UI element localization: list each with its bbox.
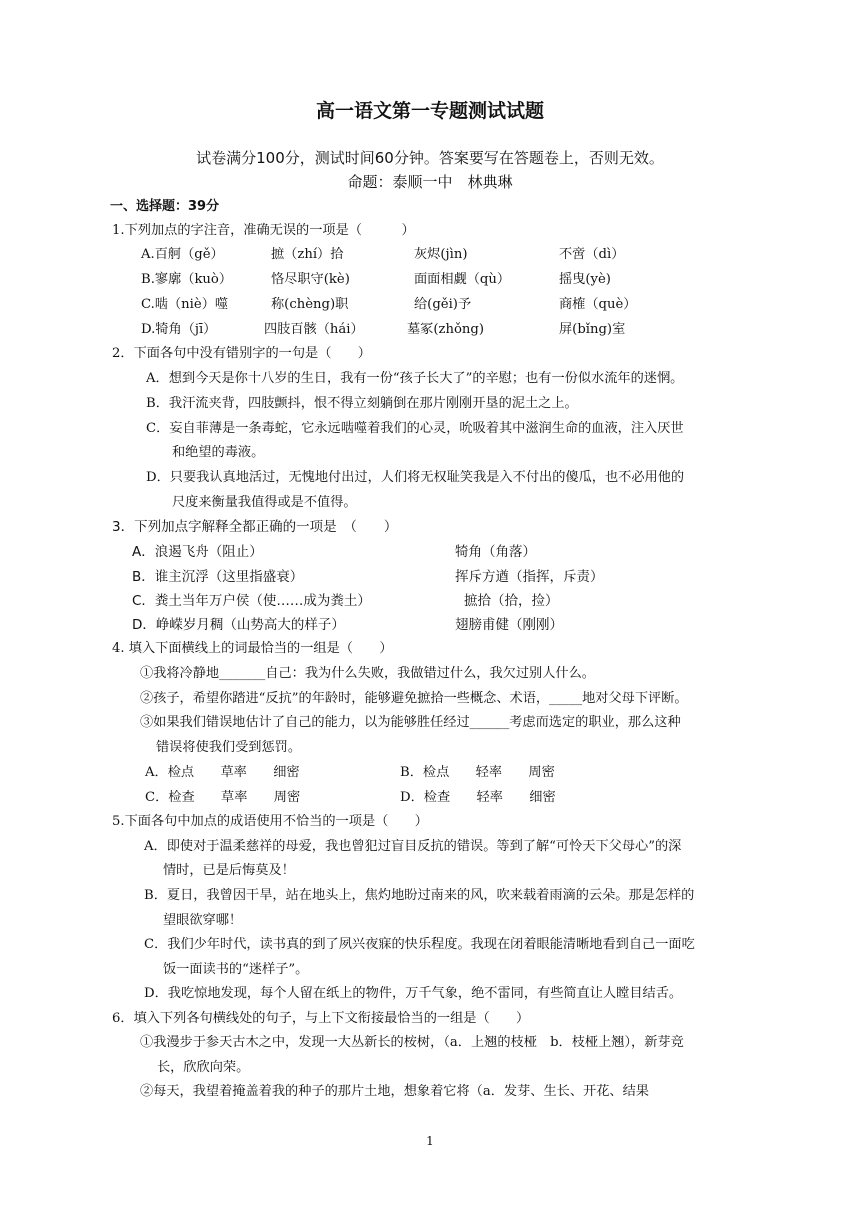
q3-cell: 犄角（角落） xyxy=(455,544,536,560)
q1-cell: 摭（zhí）拾 xyxy=(271,247,344,262)
q1-cell: 墓冢(zhǒng) xyxy=(407,322,484,337)
q1-cell: 恪尽职守(kè) xyxy=(271,272,350,287)
q5-line: 望眼欲穿哪！ xyxy=(163,913,243,928)
q4-option: C．检查 草率 周密 xyxy=(145,790,301,805)
q2-line: C．妄自菲薄是一条毒蛇，它永远啮噬着我们的心灵，吮吸着其中滋润生命的血液，注入厌世 xyxy=(146,421,684,436)
q1-cell: C.啮（niè）噬 xyxy=(141,297,229,312)
q4-line: ②孩子，希望你踏进“反抗”的年龄时，能够避免摭拾一些概念、术语，_____地对父母下评断。 xyxy=(140,691,688,706)
section-heading: 一、选择题：39分 xyxy=(110,199,220,214)
page-number: 1 xyxy=(426,1134,434,1148)
q4-line: ①我将冷静地_______自己：我为什么失败，我做错过什么，我欠过别人什么。 xyxy=(140,666,595,681)
q1-cell: 屏(bǐng)室 xyxy=(559,322,626,337)
q3-cell: D．峥嵘岁月稠（山势高大的样子） xyxy=(132,617,345,633)
q2-line: 和绝望的毒液。 xyxy=(172,445,265,460)
q4-option: B．检点 轻率 周密 xyxy=(400,765,555,780)
q1-cell: 商榷（què） xyxy=(559,297,637,312)
q1-cell: D.犄角（jī） xyxy=(141,322,217,337)
q2-line: D．只要我认真地活过，无愧地付出过，人们将无权耻笑我是入不付出的傻瓜，也不必用他的 xyxy=(146,470,685,485)
q1-cell: 称(chèng)职 xyxy=(271,297,349,312)
q1-cell: 不啻（dì） xyxy=(559,247,625,262)
q1-cell: 给(gěi)予 xyxy=(414,297,472,312)
q1-cell: 摇曳(yè) xyxy=(559,272,611,287)
q5-line: D．我吃惊地发现，每个人留在纸上的物件，万千气象，绝不雷同，有些简直让人瞠目结舌。 xyxy=(144,986,683,1001)
q2-line: 尺度来衡量我值得或是不值得。 xyxy=(172,495,357,510)
author-line: 命题：泰顺一中 林典琳 xyxy=(347,173,513,191)
q6-line: 长，欣欣向荣。 xyxy=(157,1060,250,1075)
exam-instructions: 试卷满分100分，测试时间60分钟。答案要写在答题卷上，否则无效。 xyxy=(196,149,664,167)
q4-line: ③如果我们错误地估计了自己的能力，以为能够胜任经过______考虑而选定的职业，那么这种 xyxy=(140,715,681,730)
q6-line: ②每天，我望着掩盖着我的种子的那片土地，想象着它将（a．发芽、生长、开花、结果 xyxy=(140,1084,649,1099)
q3-cell: C．粪土当年万户侯（使……成为粪土） xyxy=(132,593,371,609)
q5-stem: 5.下面各句中加点的成语使用不恰当的一项是（ ） xyxy=(112,814,428,829)
q4-line: 错误将使我们受到惩罚。 xyxy=(156,740,302,755)
q2-line: B．我汗流夹背，四肢颤抖，恨不得立刻躺倒在那片刚刚开垦的泥土之上。 xyxy=(146,396,578,411)
q1-cell: 灰烬(jìn) xyxy=(414,247,468,262)
q4-option: D．检查 轻率 细密 xyxy=(400,790,556,805)
q3-cell: B．谁主沉浮（这里指盛衰） xyxy=(132,569,304,585)
page-title: 高一语文第一专题测试试题 xyxy=(315,100,544,122)
q1-cell: B.寥廓（kuò） xyxy=(141,272,233,287)
q1-cell: 面面相觑（qù） xyxy=(414,272,511,287)
q4-option: A．检点 草率 细密 xyxy=(145,765,300,780)
q5-line: 饭一面读书的“迷样子”。 xyxy=(163,962,309,977)
q3-cell: 翅膀甫健（刚刚） xyxy=(455,617,563,633)
q5-line: B．夏日，我曾因干旱，站在地头上，焦灼地盼过南来的风，吹来载着雨滴的云朵。那是怎样的 xyxy=(144,888,695,903)
q4-stem: 4. 填入下面横线上的词最恰当的一组是（ ） xyxy=(112,641,393,656)
q1-stem: 1.下列加点的字注音，准确无误的一项是（ ） xyxy=(112,223,415,238)
q5-line: C．我们少年时代，读书真的到了夙兴夜寐的快乐程度。我现在闭着眼能清晰地看到自己一面吃 xyxy=(144,937,695,952)
q5-line: A．即使对于温柔慈祥的母爱，我也曾犯过盲目反抗的错误。等到了解“可怜天下父母心”的深 xyxy=(144,839,682,854)
q1-cell: 四肢百骸（hái） xyxy=(264,322,364,337)
q3-cell: 摭拾（拾，捡） xyxy=(464,593,559,609)
q3-cell: A．浪遏飞舟（阻止） xyxy=(132,544,263,560)
q6-line: ①我漫步于参天古木之中，发现一大丛新长的桉树，（a．上翘的枝桠 b．枝桠上翘），新芽竞 xyxy=(140,1035,684,1050)
q3-cell: 挥斥方遒（指挥，斥责） xyxy=(455,569,604,585)
q5-line: 情时，已是后悔莫及！ xyxy=(163,863,295,878)
q6-stem: 6．填入下列各句横线处的句子，与上下文衔接最恰当的一组是（ ） xyxy=(112,1011,530,1026)
q2-stem: 2．下面各句中没有错别字的一句是（ ） xyxy=(112,346,371,361)
q2-line: A．想到今天是你十八岁的生日，我有一份“孩子长大了”的辛慰；也有一份似水流年的迷惘。 xyxy=(146,371,684,386)
q1-cell: A.百舸（gě） xyxy=(141,247,224,262)
q3-stem: 3．下列加点字解释全都正确的一项是 （ ） xyxy=(112,519,398,535)
